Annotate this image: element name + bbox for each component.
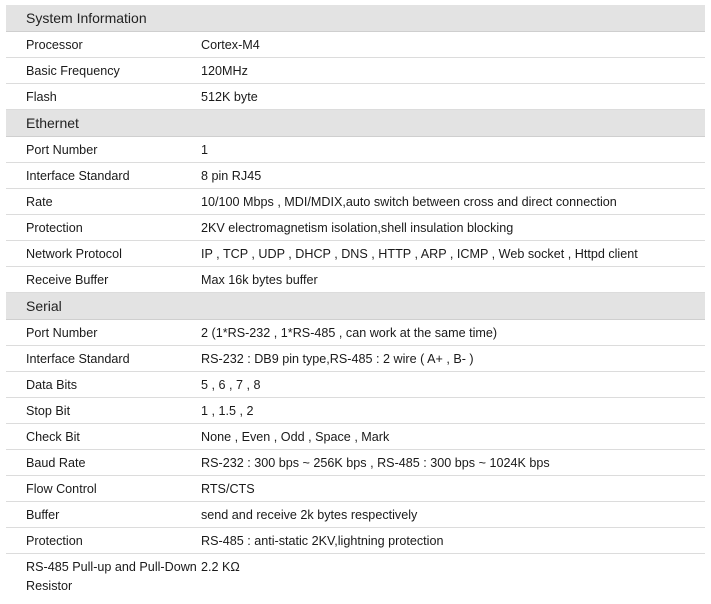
row-value: RS-485 : anti-static 2KV,lightning protection [201,533,444,548]
table-row [6,137,705,163]
table-row [6,320,705,346]
row-value: send and receive 2k bytes respectively [201,507,418,522]
row-label: RS-485 Pull-up and Pull-Down Resistor [26,560,197,593]
section-header-serial: Serial [6,293,705,320]
row-value: Cortex-M4 [201,37,260,52]
row-label: Flash [26,89,57,104]
row-label: Port Number [26,325,98,340]
table-row [6,215,705,241]
row-value: 120MHz [201,63,248,78]
row-label: Interface Standard [26,351,130,366]
table-row [6,241,705,267]
row-label: Baud Rate [26,455,86,470]
row-value: RS-232 : DB9 pin type,RS-485 : 2 wire ( A+ , B- ) [201,351,474,366]
table-row [6,372,705,398]
row-label: Flow Control [26,481,97,496]
row-value: 1 , 1.5 , 2 [201,403,254,418]
table-row [6,502,705,528]
table-row [6,346,705,372]
row-value: 8 pin RJ45 [201,168,262,183]
table-row [6,528,705,554]
row-value: None , Even , Odd , Space , Mark [201,429,390,444]
row-value: Max 16k bytes buffer [201,272,318,287]
row-value: 2KV electromagnetism isolation,shell insulation blocking [201,220,514,235]
row-label: Port Number [26,142,98,157]
table-row [6,476,705,502]
table-row [6,32,705,58]
row-value: 2 (1*RS-232 , 1*RS-485 , can work at the same time) [201,325,498,340]
row-label: Check Bit [26,429,80,444]
row-value: RTS/CTS [201,481,255,496]
row-label: Rate [26,194,53,209]
table-row [6,189,705,215]
row-value: IP , TCP , UDP , DHCP , DNS , HTTP , ARP , ICMP , Web socket , Httpd client [201,246,638,261]
row-value: 10/100 Mbps , MDI/MDIX,auto switch between cross and direct connection [201,194,617,209]
table-row [6,554,705,604]
section-header-system-information: System Information [6,5,705,32]
row-label: Basic Frequency [26,63,120,78]
row-value: RS-232 : 300 bps ~ 256K bps , RS-485 : 300 bps ~ 1024K bps [201,455,550,470]
row-label: Buffer [26,507,60,522]
table-row [6,163,705,189]
row-label: Network Protocol [26,246,122,261]
row-value: 512K byte [201,89,258,104]
row-label: Data Bits [26,377,78,392]
row-label: Stop Bit [26,403,71,418]
table-row [6,424,705,450]
row-label: Receive Buffer [26,272,109,287]
section-header-ethernet: Ethernet [6,110,705,137]
row-value: 2.2 KΩ [201,560,240,574]
row-label: Protection [26,220,83,235]
row-label: Processor [26,37,83,52]
row-label: Protection [26,533,83,548]
spec-table [6,5,705,604]
table-row [6,58,705,84]
row-value: 5 , 6 , 7 , 8 [201,377,261,392]
row-label: Interface Standard [26,168,130,183]
table-row [6,267,705,293]
table-row [6,398,705,424]
table-row [6,84,705,110]
table-row [6,450,705,476]
row-value: 1 [201,142,209,157]
